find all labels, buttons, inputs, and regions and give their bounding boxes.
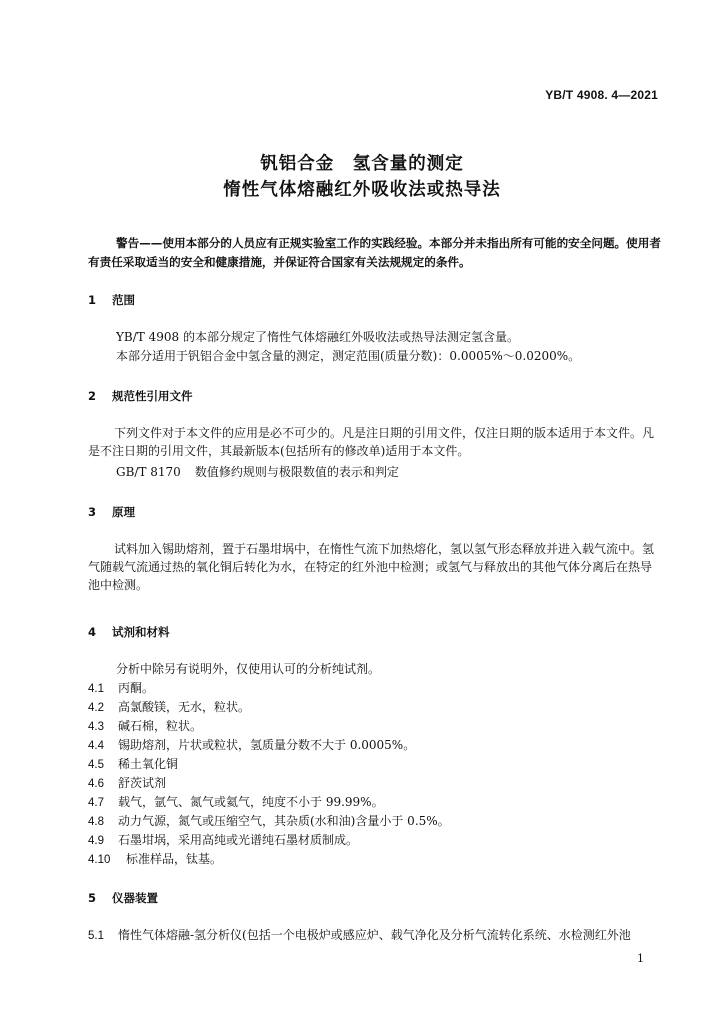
section-title: 规范性引用文件 xyxy=(112,389,193,403)
list-item xyxy=(88,793,384,810)
list-item xyxy=(88,717,202,734)
item-number: 5.1 xyxy=(88,930,104,942)
item-text: 载气，氩气、氮气或氦气，纯度不小于 99.99%。 xyxy=(118,795,384,809)
list-item xyxy=(88,850,222,867)
page-number: 1 xyxy=(637,952,644,965)
section-title: 试剂和材料 xyxy=(112,625,170,639)
section-title: 原理 xyxy=(112,505,135,519)
section-title: 范围 xyxy=(112,293,135,307)
section-number: 2 xyxy=(88,389,97,403)
paragraph: 下列文件对于本文件的应用是必不可少的。凡是注日期的引用文件，仅注日期的版本适用于本文件。凡是不注日期的引用文件，其最新版本(包括所有的修改单)适用于本文件。 xyxy=(88,426,655,458)
section-number: 4 xyxy=(88,625,97,639)
list-item xyxy=(88,812,450,829)
paragraph: 本部分适用于钒铝合金中氢含量的测定，测定范围(质量分数)：0.0005%～0.0200%。 xyxy=(116,349,581,363)
list-item xyxy=(88,774,166,791)
item-number: 4.1 xyxy=(88,683,104,695)
paragraph: 分析中除另有说明外，仅使用认可的分析纯试剂。 xyxy=(116,662,381,676)
reference-code: GB/T 8170 xyxy=(116,465,181,479)
warning-text: 警告——使用本部分的人员应有正规实验室工作的实践经验。本部分并未指出所有可能的安全问题。使用者有责任采取适当的安全和健康措施，并保证符合国家有关法规规定的条件。 xyxy=(88,236,661,269)
item-number: 4.3 xyxy=(88,721,104,733)
list-item xyxy=(88,755,178,772)
item-text: 标准样品，钛基。 xyxy=(126,852,223,866)
section-number: 3 xyxy=(88,505,97,519)
item-number: 4.6 xyxy=(88,778,104,790)
item-number: 4.10 xyxy=(88,854,111,866)
item-text: 碱石棉，粒状。 xyxy=(118,719,203,733)
item-number: 4.5 xyxy=(88,759,104,771)
item-text: 丙酮。 xyxy=(118,681,155,695)
section-5-heading xyxy=(88,890,158,906)
item-number: 4.2 xyxy=(88,702,104,714)
section-number: 1 xyxy=(88,293,97,307)
item-number: 4.9 xyxy=(88,835,104,847)
item-text: 舒茨试剂 xyxy=(118,776,167,790)
list-item xyxy=(88,679,154,696)
section-number: 5 xyxy=(88,891,97,905)
paragraph: YB/T 4908 的本部分规定了惰性气体熔融红外吸收法或热导法测定氢含量。 xyxy=(116,330,519,344)
item-number: 4.7 xyxy=(88,797,104,809)
item-text: 石墨坩埚，采用高纯或光谱纯石墨材质制成。 xyxy=(118,833,359,847)
title-line-2: 惰性气体熔融红外吸收法或热导法 xyxy=(223,180,501,200)
section-1-heading xyxy=(88,292,135,308)
standard-code: YB/T 4908. 4—2021 xyxy=(545,88,658,102)
section-2-heading xyxy=(88,388,193,404)
list-item xyxy=(88,698,250,715)
item-text: 惰性气体熔融-氢分析仪(包括一个电极炉或感应炉、载气净化及分析气流转化系统、水检测红外池 xyxy=(118,928,631,942)
section-4-heading xyxy=(88,624,170,640)
list-item xyxy=(88,831,358,848)
reference-title: 数值修约规则与极限数值的表示和判定 xyxy=(194,465,399,479)
item-text: 稀土氧化铜 xyxy=(118,757,179,771)
list-item xyxy=(88,926,631,943)
item-number: 4.8 xyxy=(88,816,104,828)
item-text: 动力气源，氮气或压缩空气，其杂质(水和油)含量小于 0.5%。 xyxy=(118,814,450,828)
paragraph: 试料加入锡助熔剂，置于石墨坩埚中，在惰性气流下加热熔化，氢以氢气形态释放并进入载气流中。氢气随载气流通过热的氧化铜后转化为水，在特定的红外池中检测；或氢气与释放出的其他气体分离后在热导池中检测。 xyxy=(88,542,655,592)
warning-block xyxy=(88,234,662,272)
section-3-heading xyxy=(88,504,135,520)
reference-entry xyxy=(116,463,399,480)
item-text: 锡助熔剂，片状或粒状，氢质量分数不大于 0.0005%。 xyxy=(118,738,416,752)
title-line-1: 钒铝合金 氢含量的测定 xyxy=(260,154,464,174)
item-number: 4.4 xyxy=(88,740,104,752)
item-text: 高氯酸镁，无水，粒状。 xyxy=(118,700,251,714)
section-title: 仪器装置 xyxy=(112,891,158,905)
list-item xyxy=(88,736,415,753)
